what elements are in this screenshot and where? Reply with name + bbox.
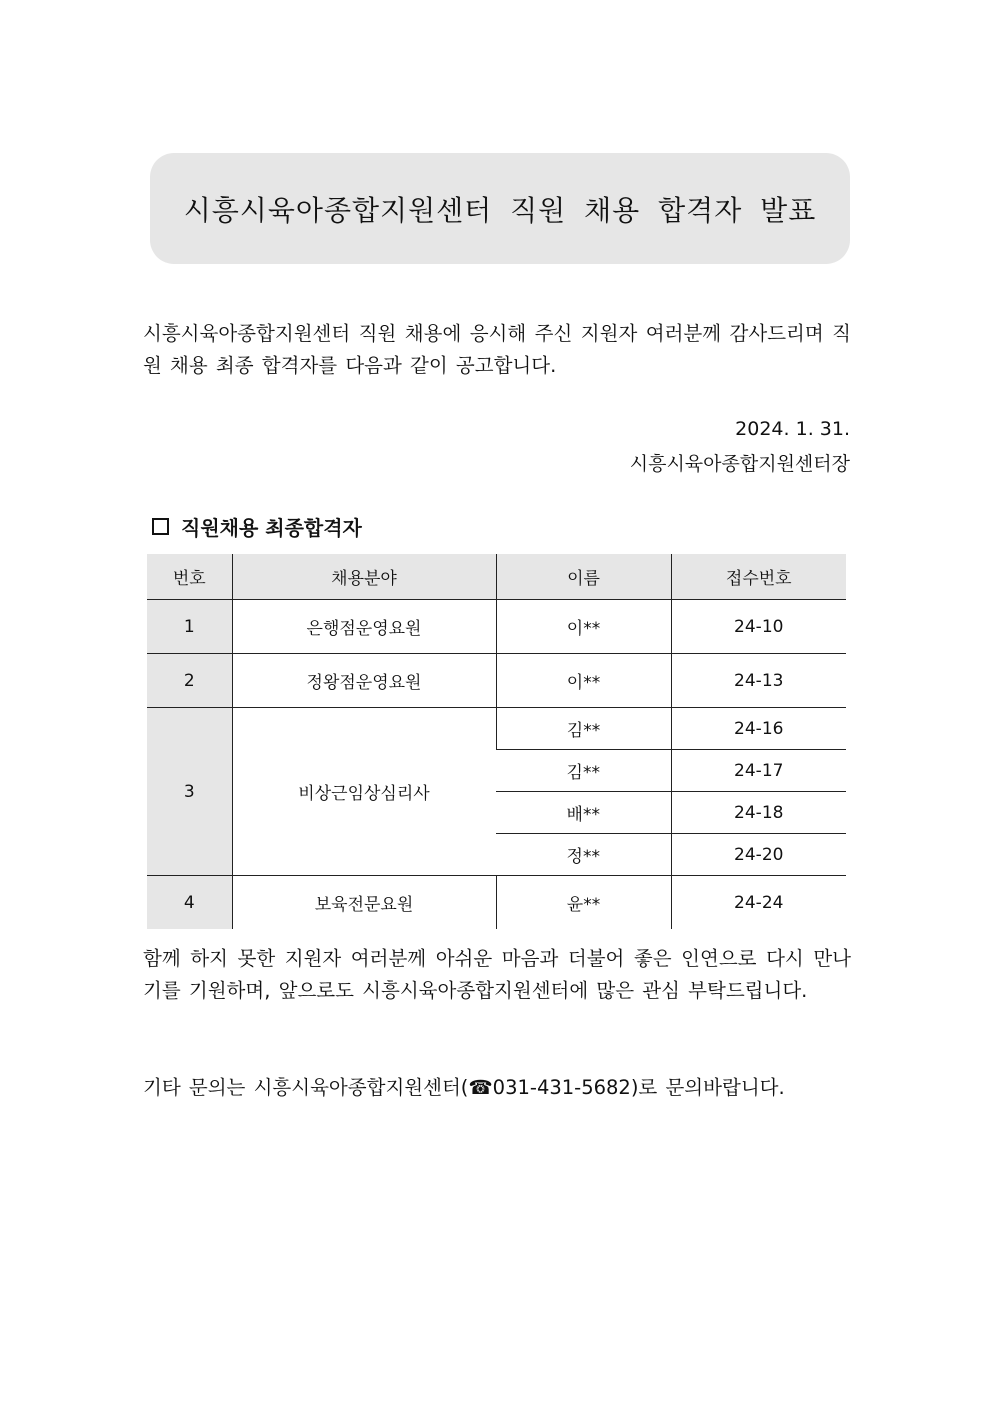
row-name: 이** — [496, 654, 671, 708]
contact-paragraph: 기타 문의는 시흥시육아종합지원센터(☎031-431-5682)로 문의바랍니다. — [143, 1076, 785, 1099]
row-name: 김** — [496, 750, 671, 792]
row-field: 보육전문요원 — [232, 876, 496, 930]
row-number: 4 — [147, 876, 232, 930]
closing-paragraph: 함께 하지 못한 지원자 여러분께 아쉬운 마음과 더불어 좋은 인연으로 다시 만나기를 기원하며, 앞으로도 시흥시육아종합지원센터에 많은 관심 부탁드립니다. — [143, 947, 851, 1002]
table-row — [147, 600, 846, 654]
row-name: 정** — [496, 834, 671, 876]
row-receipt: 24-20 — [671, 834, 846, 876]
section-heading — [152, 512, 362, 541]
announcement-date: 2024. 1. 31. — [735, 418, 850, 440]
row-field: 정왕점운영요원 — [232, 654, 496, 708]
row-number: 2 — [147, 654, 232, 708]
issuer-name: 시흥시육아종합지원센터장 — [629, 453, 850, 475]
row-field: 비상근임상심리사 — [232, 708, 496, 876]
row-name: 배** — [496, 792, 671, 834]
intro-paragraph: 시흥시육아종합지원센터 직원 채용에 응시해 주신 지원자 여러분께 감사드리며 직원 채용 최종 합격자를 다음과 같이 공고합니다. — [143, 322, 851, 377]
table-row — [147, 654, 846, 708]
header-number: 번호 — [147, 554, 232, 600]
row-field: 은행점운영요원 — [232, 600, 496, 654]
page-title: 시흥시육아종합지원센터 직원 채용 합격자 발표 — [150, 153, 850, 264]
checkbox-icon — [152, 518, 169, 535]
header-field: 채용분야 — [232, 554, 496, 600]
results-table — [147, 554, 846, 929]
table-header-row — [147, 554, 846, 600]
section-title: 직원채용 최종합격자 — [181, 516, 362, 540]
header-name: 이름 — [496, 554, 671, 600]
row-number: 3 — [147, 708, 232, 876]
row-receipt: 24-16 — [671, 708, 846, 750]
row-receipt: 24-13 — [671, 654, 846, 708]
header-receipt: 접수번호 — [671, 554, 846, 600]
row-name: 윤** — [496, 876, 671, 930]
row-receipt: 24-10 — [671, 600, 846, 654]
table-row — [147, 708, 846, 750]
row-receipt: 24-18 — [671, 792, 846, 834]
row-name: 김** — [496, 708, 671, 750]
row-receipt: 24-24 — [671, 876, 846, 930]
row-receipt: 24-17 — [671, 750, 846, 792]
row-name: 이** — [496, 600, 671, 654]
row-number: 1 — [147, 600, 232, 654]
table-row — [147, 876, 846, 930]
